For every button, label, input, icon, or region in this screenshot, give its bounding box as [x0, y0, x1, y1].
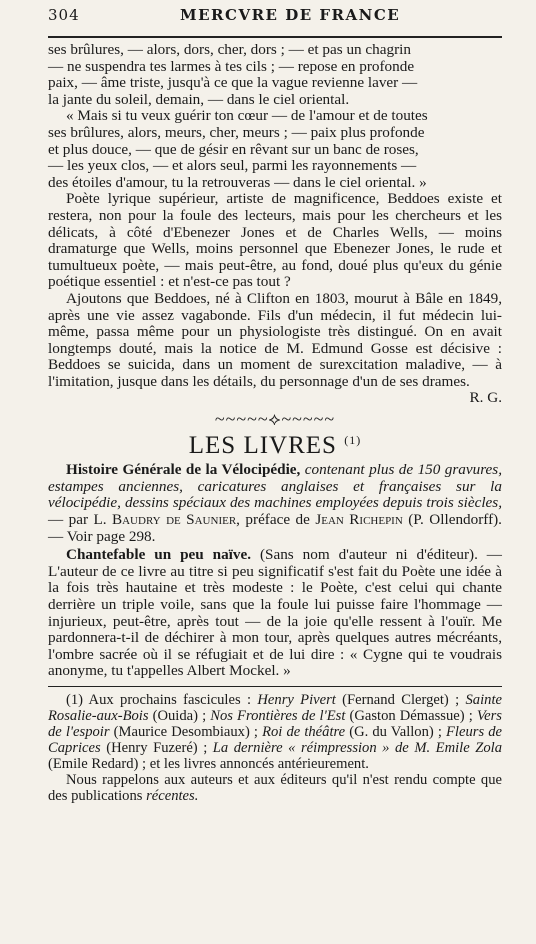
footnote-author: (Ouida) ;	[148, 707, 211, 724]
section-title	[48, 431, 502, 459]
footnote-author: (Emile Redard) ; et les livres annoncés antérieurement.	[48, 755, 369, 772]
book-title: Histoire Générale de la Vélocipédie,	[66, 461, 301, 479]
section-title-text: LES LIVRES	[188, 431, 337, 459]
poem-line: des étoiles d'amour, tu la retrouveras — dans le ciel oriental. »	[48, 173, 427, 191]
footnote-author: (Fernand Clerget) ;	[335, 691, 466, 708]
signature: R. G.	[469, 389, 502, 407]
reminder-emphasis: récentes.	[146, 787, 199, 804]
reminder-text: Nous rappelons aux auteurs et aux éditeurs qu'il n'est rendu compte que des publications	[48, 771, 502, 804]
footnote-rule	[48, 686, 502, 687]
poem-line: — ne suspendra tes larmes à tes cils ; — repose en profonde	[48, 57, 415, 75]
footnote	[48, 692, 502, 772]
ornament-divider: ~~~~~⟡~~~~~	[214, 409, 336, 430]
footnote-author: (Maurice Desombiaux) ;	[109, 723, 263, 740]
footnote-mark: (1)	[344, 432, 362, 447]
footnotes	[48, 692, 502, 804]
book-entry	[48, 547, 502, 680]
footnote-title: Henry Pivert	[257, 691, 336, 708]
book-publisher: (P. Ollendorff). — Voir page 298.	[48, 511, 502, 545]
book-entry	[48, 462, 502, 545]
book-author: Baudry de Saunier,	[111, 511, 240, 529]
book-preface: préface de	[239, 511, 316, 529]
preface-author: Jean Richepin	[315, 511, 403, 529]
footnote-author: (Henry Fuzeré) ;	[100, 739, 213, 756]
book-by: — par L.	[48, 511, 112, 529]
footnote-title: Roi de théâtre	[262, 723, 346, 740]
article-body	[48, 42, 502, 680]
poem-line: la jante du soleil, demain, — dans le ciel oriental.	[48, 90, 350, 108]
poem-line: ses brûlures, — alors, dors, cher, dors ; — et pas un chagrin	[48, 41, 411, 58]
page-number: 304	[48, 6, 80, 24]
running-title: MERCVRE DE FRANCE	[180, 6, 401, 24]
footnote-lead: (1) Aux prochains fascicules :	[66, 691, 258, 708]
paragraph-biography: Ajoutons que Beddoes, né à Clifton en 1803, mourut à Bâle en 1849, après une vie assez vagabonde. Fils d'un médecin, il fut médecin lui-même, passa même pour un physiologiste très distingué. On en avait longtemps douté, mais la notice de M. Edmund Gosse est décisive : Beddoes se suicida, dans un moment de surexcitation maladive, — à l'imitation, jusque dans les détails, du personnage d'un de ses drames.	[48, 289, 502, 390]
footnote-title: Sainte Rosalie-aux-Bois	[48, 691, 502, 724]
header-rule	[48, 36, 502, 38]
footnote-title: Vers de l'espoir	[48, 707, 502, 740]
footnote-title: Fleurs de Caprices	[48, 723, 502, 756]
book-review: (Sans nom d'auteur ni d'éditeur). — L'auteur de ce livre au titre si peu significatif s'est fait du Poète une idée à la fois très hautaine et très modeste : le Poète, c'est celui qui chante derrière un triple voile, sans que la foule lui puisse faire l'hommage — injurieux, peut-être, après tout — de la joie qu'elle ressent à l'ouïr. Me pardonnera-t-il de déchirer à mon tour, après quelques autres mécréants, l'ombre sacrée où il se réfugiait et de lui dire : « Cygne qui te voudrais anonyme, tu t'appelles Albert Mockel. »	[48, 546, 502, 680]
poem-line: — les yeux clos, — et alors seul, parmi les rayonnements —	[48, 157, 417, 175]
footnote-title: Nos Frontières de l'Est	[210, 707, 346, 724]
poem-line: et plus douce, — que de gésir en rêvant sur un banc de roses,	[48, 140, 419, 158]
book-description: contenant plus de 150 gravures, estampes anciennes, caricatures anglaises et françaises sur la vélocipédie, dessins spéciaux des machines employées depuis trois siècles,	[48, 461, 502, 512]
book-title: Chantefable un peu naïve.	[66, 546, 252, 564]
page-header	[48, 6, 502, 36]
editorial-reminder	[48, 772, 502, 804]
poem-line: paix, — âme triste, jusqu'à ce que la vague revienne laver —	[48, 74, 418, 92]
footnote-title: La dernière « réimpression » de M. Emile Zola	[212, 739, 502, 756]
poem-line: ses brûlures, alors, meurs, cher, meurs ; — paix plus profonde	[48, 123, 425, 141]
footnote-author: (G. du Vallon) ;	[345, 723, 447, 740]
poem-line: « Mais si tu veux guérir ton cœur — de l'amour et de toutes	[66, 107, 428, 125]
footnote-author: (Gaston Démassue) ;	[345, 707, 477, 724]
paragraph-beddoes: Poète lyrique supérieur, artiste de magnificence, Beddoes existe et restera, non pour la foule des lecteurs, mais pour les chercheurs et les délicats, à côté d'Ebenezer Jones et de Charles Wells, — moins dramaturge que Wells, moins personnel que Ebenezer Jones, le rude et tumultueux poète, — mais peut-être, au fond, doué plus qu'eux du génie poétique essentiel : et n'est-ce pas tout ?	[48, 190, 502, 291]
